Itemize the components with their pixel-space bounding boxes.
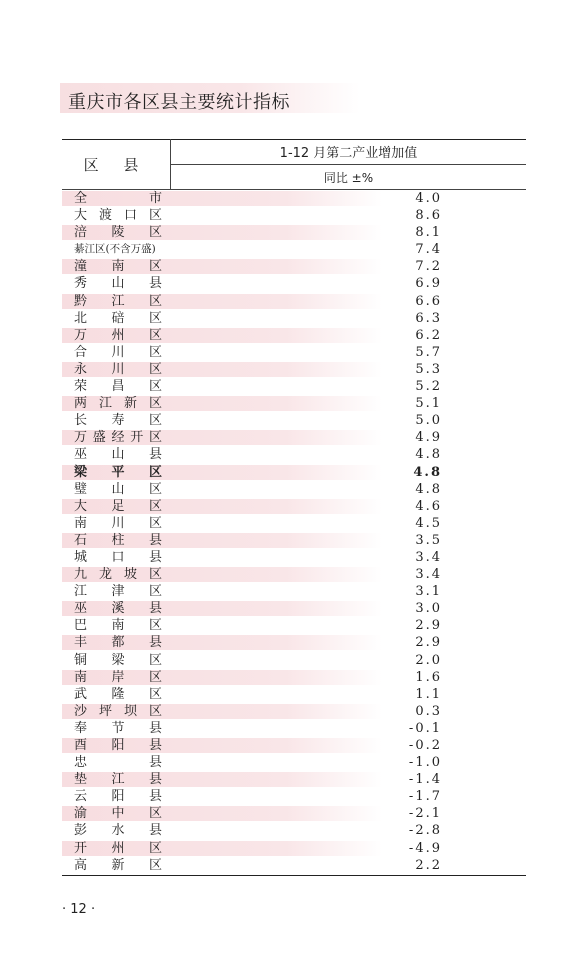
district-name: 潼 南 区: [74, 259, 162, 275]
district-name: 南 岸 区: [74, 669, 162, 685]
district-name: 长 寿 区: [74, 413, 162, 429]
table-row: [62, 344, 526, 361]
district-name: 北 碚 区: [74, 310, 162, 326]
table-row: [62, 412, 526, 429]
growth-value: 3.4: [415, 567, 442, 583]
growth-value: -4.9: [408, 840, 442, 856]
district-name: 九 龙 坡 区: [74, 567, 162, 583]
growth-value: 4.8: [415, 481, 442, 497]
table-row: [62, 429, 526, 446]
district-name: 璧 山 区: [74, 481, 162, 497]
district-name: 梁 平 区: [74, 464, 162, 480]
district-name: 垫 江 县: [74, 772, 162, 788]
growth-value: 4.5: [415, 515, 442, 531]
table-row: [62, 310, 526, 327]
growth-value: 2.0: [415, 652, 442, 668]
district-name: 大 渡 口 区: [74, 208, 162, 224]
district-name: 大 足 区: [74, 498, 162, 514]
district-name: 万 州 区: [74, 327, 162, 343]
growth-value: 2.9: [415, 618, 442, 634]
growth-value: -0.2: [408, 738, 442, 753]
district-name: 开 州 区: [74, 840, 162, 856]
growth-value: 4.8: [413, 464, 442, 480]
table-row: [62, 224, 526, 241]
table-row: [62, 737, 526, 754]
table-row: [62, 446, 526, 463]
table-body: [62, 190, 526, 874]
table-row: [62, 805, 526, 822]
district-name: 渝 中 区: [74, 806, 162, 822]
table-row: [62, 327, 526, 344]
page-title: 重庆市各区县主要统计指标: [68, 92, 290, 113]
table-row: [62, 822, 526, 839]
district-name: 酉 阳 县: [74, 738, 162, 753]
growth-value: 5.0: [415, 413, 442, 429]
table-row: [62, 840, 526, 857]
table-row: [62, 583, 526, 600]
growth-value: 4.9: [415, 430, 442, 446]
growth-value: 3.1: [415, 584, 442, 600]
growth-value: 7.2: [415, 259, 442, 275]
column-header-metric: 1-12 月第二产业增加值: [279, 146, 418, 161]
table-row: [62, 549, 526, 566]
district-name: 武 隆 区: [74, 686, 162, 702]
growth-value: 3.4: [415, 549, 442, 565]
district-name: 荣 昌 区: [74, 379, 162, 395]
district-name: 南 川 区: [74, 515, 162, 531]
growth-value: -2.1: [408, 806, 442, 822]
page-number: · 12 ·: [62, 902, 96, 917]
district-name: 忠 县: [74, 755, 162, 771]
column-header-unit: 同比 ±%: [323, 170, 374, 185]
district-name: 万 盛 经 开 区: [74, 430, 162, 446]
table-row: [62, 600, 526, 617]
table-row: [62, 293, 526, 310]
table-row: [62, 532, 526, 549]
table-row: [62, 669, 526, 686]
growth-value: 2.9: [415, 635, 442, 651]
district-name: 黔 江 区: [74, 293, 162, 309]
growth-value: 4.8: [415, 447, 442, 463]
table-row: [62, 275, 526, 292]
growth-value: -1.4: [408, 772, 442, 788]
table-row: [62, 857, 526, 874]
district-name: 秀 山 县: [74, 276, 162, 292]
district-name: 合 川 区: [74, 344, 162, 360]
growth-value: 5.1: [415, 396, 442, 412]
growth-value: 4.0: [415, 191, 442, 206]
table-row: [62, 515, 526, 532]
growth-value: -1.0: [408, 755, 442, 771]
table-bottom-rule: [62, 875, 526, 876]
table-row: [62, 481, 526, 498]
growth-value: 2.2: [415, 857, 442, 873]
table-row: [62, 771, 526, 788]
district-name: 两 江 新 区: [74, 396, 162, 412]
column-header-district: 区 县: [83, 155, 149, 174]
growth-value: 3.5: [415, 532, 442, 548]
district-name: 石 柱 县: [74, 532, 162, 548]
district-name: 云 阳 县: [74, 789, 162, 805]
growth-value: 6.9: [415, 276, 442, 292]
district-name: 城 口 县: [74, 549, 162, 565]
growth-value: 1.6: [415, 669, 442, 685]
table-row: [62, 566, 526, 583]
table-row: [62, 652, 526, 669]
growth-value: 7.4: [415, 242, 442, 258]
growth-value: -0.1: [408, 720, 442, 736]
district-name: 巴 南 区: [74, 618, 162, 634]
table-row: [62, 361, 526, 378]
district-name: 全 市: [74, 191, 162, 206]
district-name: 涪 陵 区: [74, 225, 162, 241]
table-row: [62, 258, 526, 275]
table-row: [62, 686, 526, 703]
table-row: [62, 241, 526, 258]
table-row: [62, 634, 526, 651]
growth-value: 0.3: [415, 703, 442, 719]
district-name: 巫 山 县: [74, 447, 162, 463]
growth-value: 5.3: [415, 361, 442, 377]
growth-value: 6.3: [415, 310, 442, 326]
table-row: [62, 498, 526, 515]
table-row: [62, 207, 526, 224]
growth-value: 4.6: [415, 498, 442, 514]
growth-value: 5.7: [415, 344, 442, 360]
growth-value: 5.2: [415, 379, 442, 395]
table-row: [62, 464, 526, 481]
table-row: [62, 378, 526, 395]
district-name: 永 川 区: [74, 361, 162, 377]
growth-value: -1.7: [408, 789, 442, 805]
district-name: 江 津 区: [74, 584, 162, 600]
district-name: 丰 都 县: [74, 635, 162, 651]
growth-value: 8.1: [415, 225, 442, 241]
growth-value: -2.8: [408, 823, 442, 839]
district-name: 綦江区(不含万盛): [74, 243, 156, 256]
table-row: [62, 703, 526, 720]
table-row: [62, 720, 526, 737]
district-name: 巫 溪 县: [74, 601, 162, 617]
growth-value: 1.1: [415, 686, 442, 702]
table-row: [62, 754, 526, 771]
table-row: [62, 617, 526, 634]
district-name: 沙 坪 坝 区: [74, 703, 162, 719]
table-row: [62, 788, 526, 805]
table-row: [62, 190, 526, 207]
growth-value: 6.2: [415, 327, 442, 343]
growth-value: 6.6: [415, 293, 442, 309]
growth-value: 8.6: [415, 208, 442, 224]
table-row: [62, 395, 526, 412]
district-name: 奉 节 县: [74, 720, 162, 736]
district-name: 彭 水 县: [74, 823, 162, 839]
growth-value: 3.0: [415, 601, 442, 617]
district-name: 高 新 区: [74, 857, 162, 873]
district-name: 铜 梁 区: [74, 652, 162, 668]
